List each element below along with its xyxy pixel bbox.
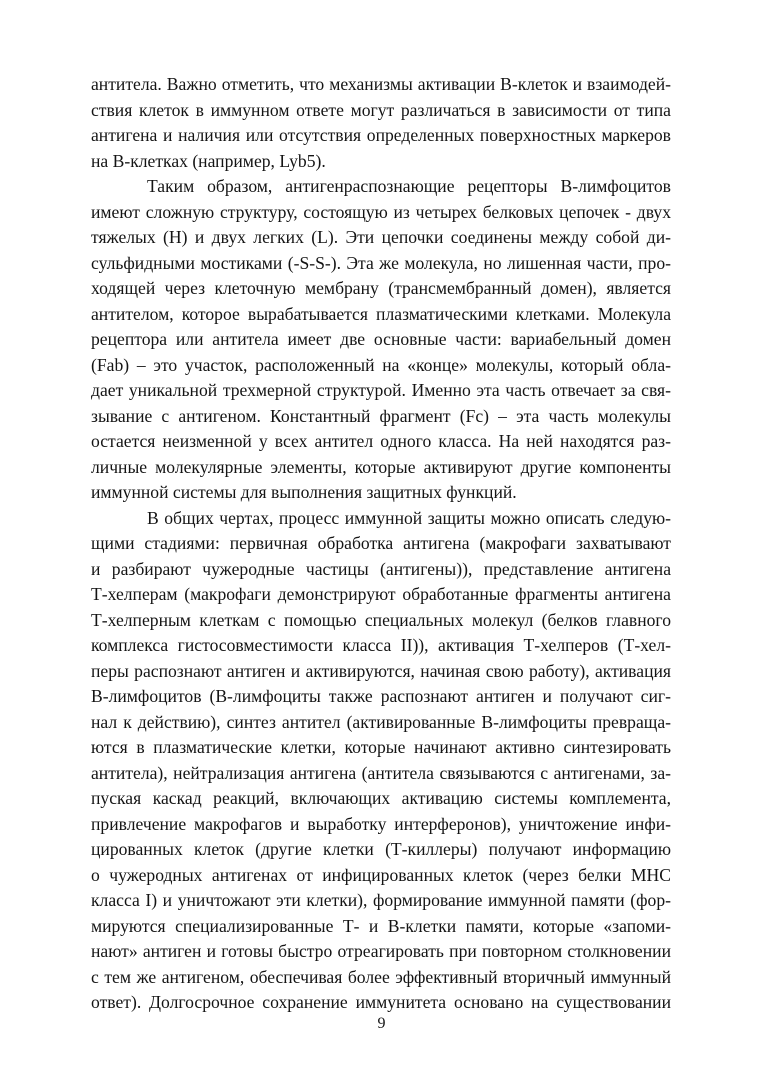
text-line: антителом, которое вырабатывается плазматическими клетками. Молекула (91, 303, 671, 324)
text-line: сульфидными мостиками (-S-S-). Эта же молекула, но лишенная части, про- (91, 252, 671, 273)
text-line: Т-хелперным клеткам с помощью специальных молекул (белков главного (91, 609, 671, 630)
text-line: перы распознают антиген и активируются, начиная свою работу), активация (91, 660, 671, 681)
text-line: Таким образом, антигенраспознающие рецепторы В-лимфоцитов (147, 176, 671, 196)
text-line: привлечение макрофагов и выработку интерферонов), уничтожение инфи- (91, 813, 671, 834)
text-line: о чужеродных антигенах от инфицированных клеток (через белки MHC (91, 864, 671, 885)
text-line: щими стадиями: первичная обработка антигена (макрофаги захватывают (91, 533, 671, 553)
text-line: В общих чертах, процесс иммунной защиты можно описать следую- (147, 507, 671, 528)
text-line: Т-хелперам (макрофаги демонстрируют обработанные фрагменты антигена (91, 584, 671, 604)
text-line: иммунной системы для выполнения защитных функций. (91, 482, 517, 502)
text-line: антитела. Важно отметить, что механизмы активации В-клеток и взаимодей- (91, 74, 671, 94)
text-line: ются в плазматические клетки, которые начинают активно синтезировать (91, 737, 671, 757)
text-line: с тем же антигеном, обеспечивая более эффективный вторичный иммунный (91, 966, 671, 987)
page-number: 9 (377, 1015, 386, 1032)
text-line: остается неизменной у всех антител одного класса. На ней находятся раз- (91, 431, 671, 451)
text-line: зывание с антигеном. Константный фрагмент (Fc) – эта часть молекулы (91, 405, 671, 426)
text-line: тяжелых (H) и двух легких (L). Эти цепочки соединены между собой ди- (91, 227, 671, 247)
text-line: антитела), нейтрализация антигена (антитела связываются с антигенами, за- (91, 762, 671, 783)
text-line: на В-клетках (например, Lyb5). (91, 150, 326, 171)
text-line: мируются специализированные Т- и В-клетки памяти, которые «запоми- (91, 915, 671, 936)
text-line: ствия клеток в иммунном ответе могут различаться в зависимости от типа (91, 99, 671, 120)
text-line: класса I) и уничтожают эти клетки), формирование иммунной памяти (фор- (91, 890, 671, 910)
text-line: личные молекулярные элементы, которые активируют другие компоненты (91, 456, 671, 477)
text-line: дает уникальной трехмерной структурой. Именно эта часть отвечает за свя- (91, 380, 671, 400)
text-line: антигена и наличия или отсутствия определенных поверхностных маркеров (91, 125, 671, 145)
text-line: комплекса гистосовместимости класса II)), активация Т-хелперов (Т-хел- (91, 635, 671, 655)
text-line: ходящей через клеточную мембрану (трансмембранный домен), является (91, 278, 671, 298)
text-line: пуская каскад реакций, включающих активацию системы комплемента, (91, 788, 671, 808)
text-line: (Fab) – это участок, расположенный на «конце» молекулы, который обла- (91, 354, 671, 375)
text-line: нал к действию), синтез антител (активированные В-лимфоциты превраща- (91, 711, 671, 732)
text-line: нают» антиген и готовы быстро отреагировать при повторном столкновении (91, 941, 671, 961)
text-line: В-лимфоцитов (В-лимфоциты также распознают антиген и получают сиг- (91, 686, 671, 706)
text-line: ответ). Долгосрочное сохранение иммунитета основано на существовании (91, 992, 671, 1012)
text-line: цированных клеток (другие клетки (Т-киллеры) получают информацию (91, 839, 671, 859)
text-line: и разбирают чужеродные частицы (антигены)), представление антигена (91, 558, 671, 579)
text-line: рецептора или антитела имеет две основные части: вариабельный домен (91, 329, 671, 349)
text-line: имеют сложную структуру, состоящую из четырех белковых цепочек - двух (91, 201, 671, 222)
